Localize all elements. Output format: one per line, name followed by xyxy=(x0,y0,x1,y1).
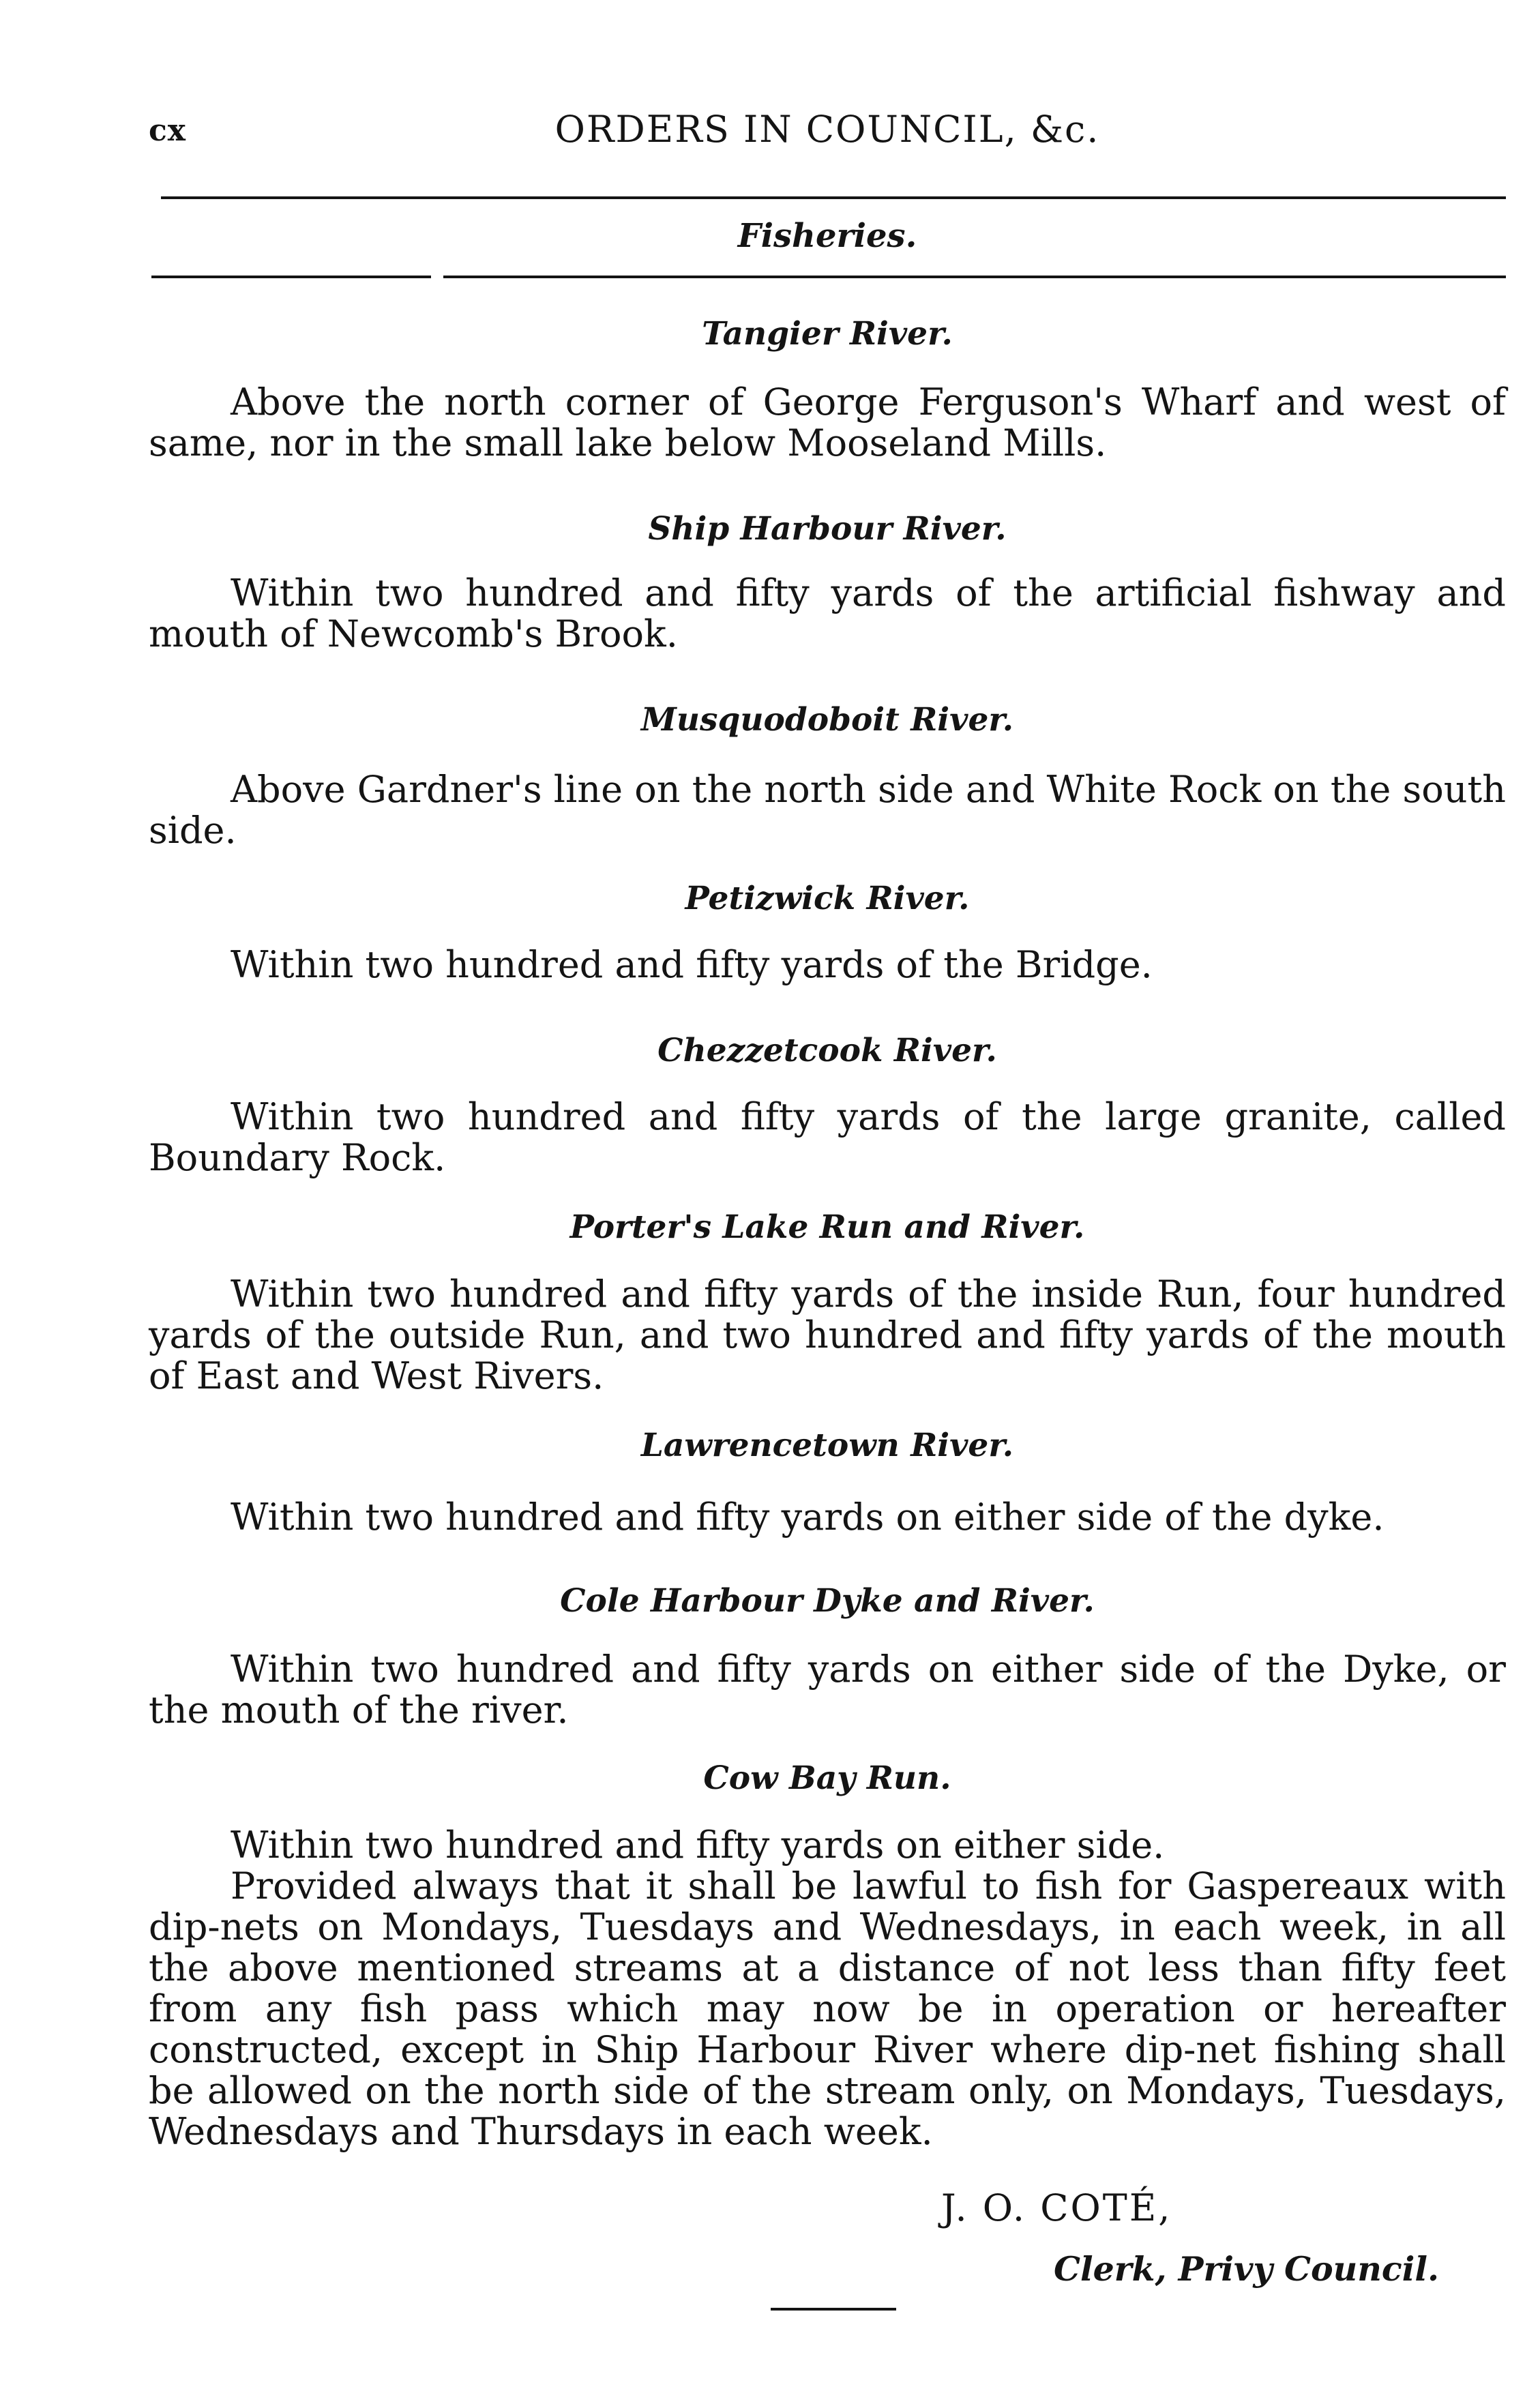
section-rule-right xyxy=(443,276,1506,278)
river-title: Tangier River. xyxy=(702,315,953,353)
entry-paragraph: Within two hundred and fifty yards of the inside Run, four hundred yards of the outside Run, and two hundred and fifty yards of the mouth of East and West Rivers. xyxy=(149,1273,1506,1397)
entry-paragraph: Within two hundred and fifty yards of the Bridge. xyxy=(231,943,1153,986)
page-number: cx xyxy=(149,113,187,148)
section-rule-left xyxy=(151,276,431,278)
river-title: Cow Bay Run. xyxy=(703,1759,951,1797)
running-head-title: ORDERS IN COUNCIL, &c. xyxy=(554,108,1100,151)
river-title: Cole Harbour Dyke and River. xyxy=(560,1582,1095,1620)
signatory-title: Clerk, Privy Council. xyxy=(1054,2249,1440,2289)
entry-paragraph: Above Gardner's line on the north side and White Rock on the south side. xyxy=(149,768,1506,852)
entry-paragraph: Within two hundred and fifty yards of the large granite, called Boundary Rock. xyxy=(149,1095,1506,1179)
river-title: Porter's Lake Run and River. xyxy=(569,1208,1085,1246)
entry-paragraph: Within two hundred and fifty yards on either side. xyxy=(231,1824,1165,1867)
entry-paragraph: Above the north corner of George Ferguson's Wharf and west of same, nor in the small lake below Mooseland Mills. xyxy=(149,381,1506,464)
river-title: Ship Harbour River. xyxy=(648,510,1007,548)
river-title: Chezzetcook River. xyxy=(657,1032,997,1069)
proviso-paragraph: Provided always that it shall be lawful to fish for Gaspereaux with dip-nets on Mondays, Tuesdays and Wednesdays, in each week, in all the above mentioned streams at a distance of not less than fifty feet from any fish pass which may now be in operation or hereafter constructed, except in Ship Harbour River where dip-net fishing shall be allowed on the north side of the stream only, on Mondays, Tuesdays, Wednesdays and Thursdays in each week. xyxy=(149,1865,1506,2153)
section-title: Fisheries. xyxy=(737,217,917,255)
signatory-name: J. O. COTÉ, xyxy=(941,2186,1172,2229)
header-rule xyxy=(161,196,1506,199)
entry-paragraph: Within two hundred and fifty yards of the artificial fishway and mouth of Newcomb's Brook. xyxy=(149,571,1506,655)
river-title: Lawrencetown River. xyxy=(640,1427,1014,1464)
river-title: Petizwick River. xyxy=(685,880,970,917)
entry-paragraph: Within two hundred and fifty yards on either side of the Dyke, or the mouth of the river. xyxy=(149,1648,1506,1732)
entry-paragraph: Within two hundred and fifty yards on either side of the dyke. xyxy=(231,1496,1384,1539)
closing-rule xyxy=(771,2308,896,2311)
river-title: Musquodoboit River. xyxy=(640,701,1014,739)
running-head xyxy=(149,108,1506,162)
